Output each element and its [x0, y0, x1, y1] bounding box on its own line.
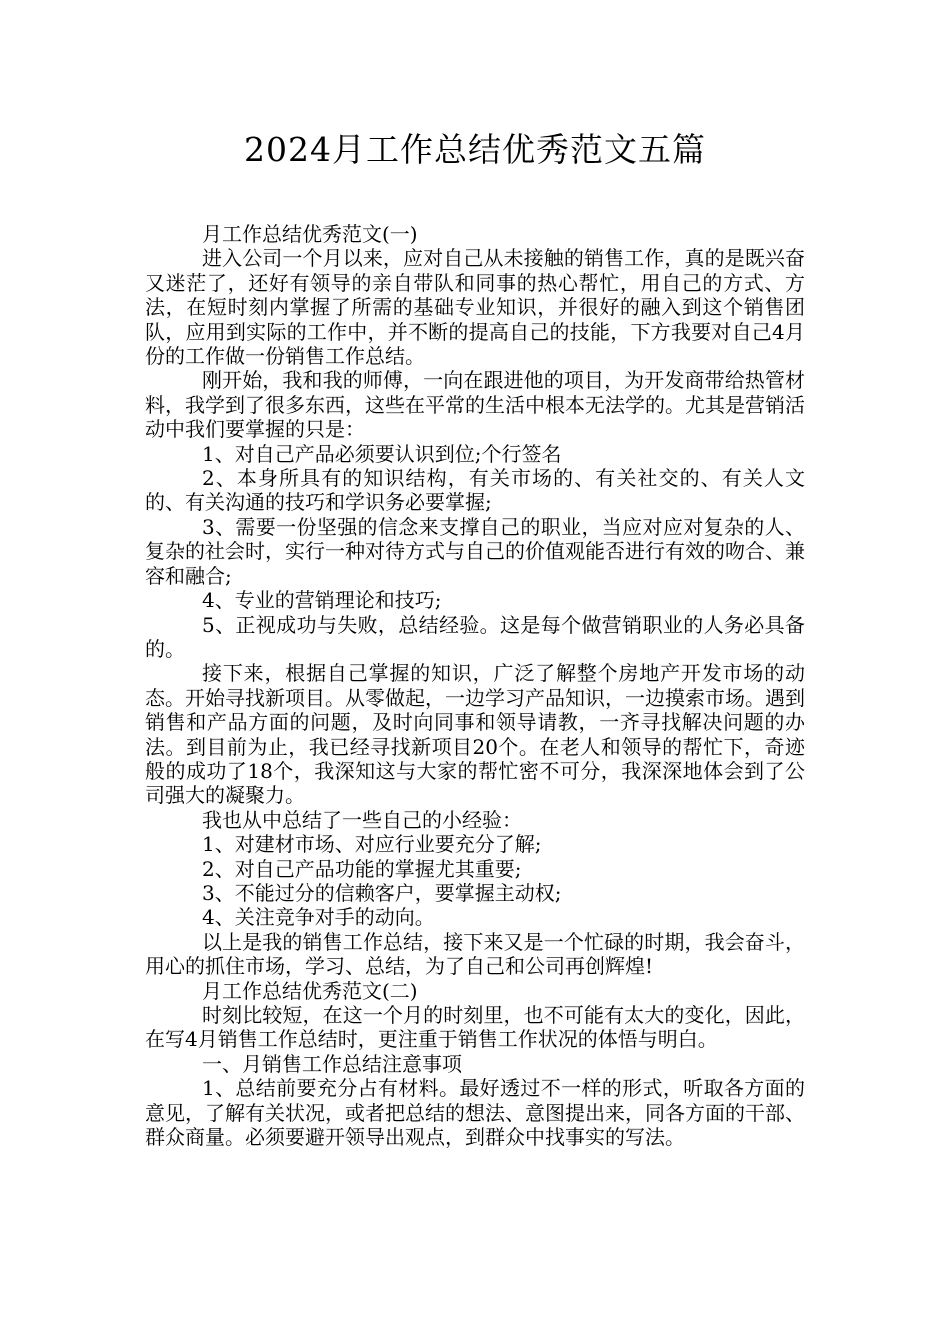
list-item: 1、对自己产品必须要认识到位;个行签名 [202, 441, 562, 466]
list-item: 4、专业的营销理论和技巧; [202, 588, 442, 613]
list-item: 4、关注竞争对手的动向。 [202, 905, 435, 930]
section-heading: 月工作总结优秀范文(二) [202, 978, 418, 1003]
list-item: 5、正视成功与失败，总结经验。这是每个做营销职业的人务必具备的。 [145, 612, 805, 661]
list-item: 3、不能过分的信赖客户，要掌握主动权; [202, 880, 562, 905]
section-heading: 月工作总结优秀范文(一) [202, 222, 418, 246]
document-title: 2024月工作总结优秀范文五篇 [244, 130, 706, 169]
list-item: 1、总结前要充分占有材料。最好透过不一样的形式，听取各方面的意见，了解有关状况，或者把总结的想法、意图提出来，同各方面的干部、群众商量。必须要避开领导出观点，到群众中找事实的写法。 [145, 1076, 805, 1150]
paragraph: 进入公司一个月以来，应对自己从未接触的销售工作，真的是既兴奋又迷茫了，还好有领导的亲自带队和同事的热心帮忙，用自己的方式、方法，在短时刻内掌握了所需的基础专业知识，并很好的融入到这个销售团队，应用到实际的工作中，并不断的提高自己的技能，下方我要对自己4月份的工作做一份销售工作总结。 [145, 246, 805, 369]
paragraph: 以上是我的销售工作总结，接下来又是一个忙碌的时期，我会奋斗，用心的抓住市场，学习、总结，为了自己和公司再创辉煌! [145, 929, 805, 979]
document-body [145, 222, 805, 1149]
list-item: 2、对自己产品功能的掌握尤其重要; [202, 856, 522, 881]
paragraph: 时刻比较短，在这一个月的时刻里，也不可能有太大的变化，因此，在写4月销售工作总结时，更注重于销售工作状况的体悟与明白。 [145, 1003, 805, 1052]
subsection-heading: 一、月销售工作总结注意事项 [202, 1051, 462, 1076]
paragraph: 接下来，根据自己掌握的知识，广泛了解整个房地产开发市场的动态。开始寻找新项目。从零做起，一边学习产品知识，一边摸索市场。遇到销售和产品方面的问题，及时向同事和领导请教，一齐寻找解决问题的办法。到目前为止，我已经寻找新项目20个。在老人和领导的帮忙下，奇迹般的成功了18个，我深知这与大家的帮忙密不可分，我深深地体会到了公司强大的凝聚力。 [145, 661, 805, 808]
list-item: 3、需要一份坚强的信念来支撑自己的职业，当应对应对复杂的人、复杂的社会时，实行一种对待方式与自己的价值观能否进行有效的吻合、兼容和融合; [145, 514, 805, 588]
paragraph: 刚开始，我和我的师傅，一向在跟进他的项目，为开发商带给热管材料，我学到了很多东西，这些在平常的生活中根本无法学的。尤其是营销活动中我们要掌握的只是： [145, 368, 805, 442]
paragraph: 我也从中总结了一些自己的小经验： [202, 807, 522, 832]
list-item: 2、本身所具有的知识结构，有关市场的、有关社交的、有关人文的、有关沟通的技巧和学识务必要掌握; [145, 466, 805, 515]
list-item: 1、对建材市场、对应行业要充分了解; [202, 832, 542, 857]
